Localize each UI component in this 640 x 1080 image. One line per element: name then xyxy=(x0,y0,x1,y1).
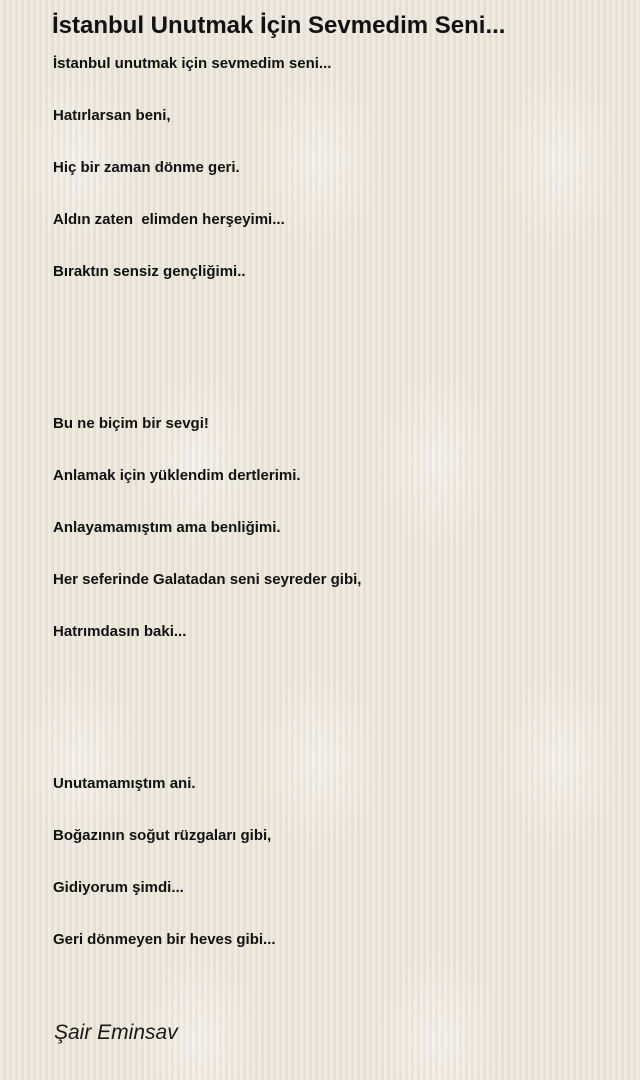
poem-line: Unutamamıştım ani. xyxy=(53,775,196,792)
poem-line: Hiç bir zaman dönme geri. xyxy=(53,159,240,176)
poem-line: Geri dönmeyen bir heves gibi... xyxy=(53,931,276,948)
poem-line: İstanbul unutmak için sevmedim seni... xyxy=(53,55,332,72)
author-signature: Şair Eminsav xyxy=(54,1021,178,1044)
poem-line: Bıraktın sensiz gençliğimi.. xyxy=(53,263,246,280)
poem-line: Boğazının soğut rüzgaları gibi, xyxy=(53,827,272,844)
poem-line: Anlamak için yüklendim dertlerimi. xyxy=(53,467,301,484)
poem-line: Aldın zaten elimden herşeyimi... xyxy=(53,211,285,228)
poem-title: İstanbul Unutmak İçin Sevmedim Seni... xyxy=(52,12,506,39)
poem-line: Anlayamamıştım ama benliğimi. xyxy=(53,519,281,536)
poem-line: Bu ne biçim bir sevgi! xyxy=(53,415,209,432)
poem-line: Her seferinde Galatadan seni seyreder gibi, xyxy=(53,571,362,588)
poem-line: Hatırlarsan beni, xyxy=(53,107,171,124)
poem-line: Gidiyorum şimdi... xyxy=(53,879,184,896)
poem-line: Hatrımdasın baki... xyxy=(53,623,187,640)
